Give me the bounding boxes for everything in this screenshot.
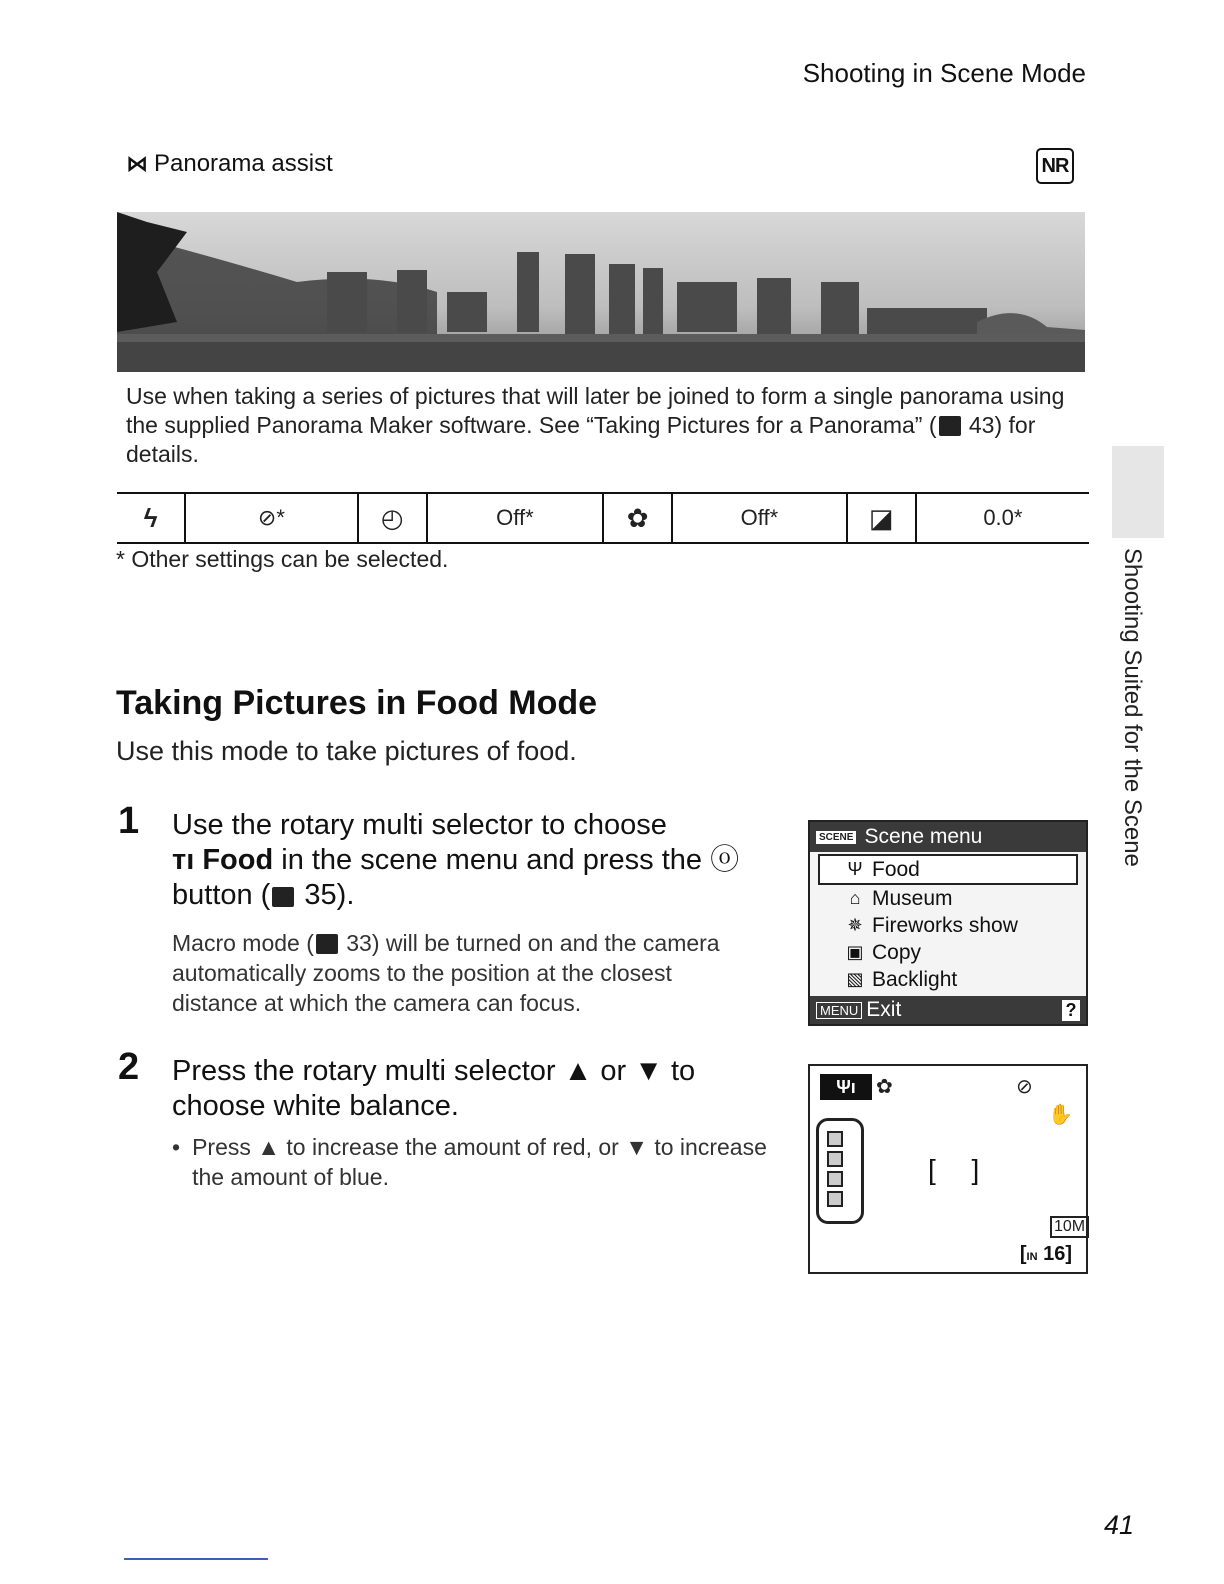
panorama-title: Panorama assist xyxy=(154,150,333,177)
panorama-icon: ⋈ xyxy=(126,151,148,176)
scene-menu-header xyxy=(810,822,1086,852)
help-icon: ? xyxy=(1062,1000,1080,1021)
reference-icon xyxy=(272,887,294,907)
self-timer-value: Off* xyxy=(428,494,604,542)
page-number: 41 xyxy=(1104,1510,1135,1540)
menu-button-tag: MENU xyxy=(816,1002,862,1019)
panorama-heading xyxy=(126,150,333,178)
section-intro: Use this mode to take pictures of food. xyxy=(116,736,577,766)
panorama-photo xyxy=(117,212,1085,372)
step1-text-b: in the scene menu and press the ⓞ button ( xyxy=(172,844,740,911)
copy-icon: ▣ xyxy=(846,942,864,962)
menu-item-fireworks[interactable] xyxy=(810,912,1086,939)
flash-value: ⊘* xyxy=(186,494,358,542)
side-tab-marker xyxy=(1112,446,1164,538)
exit-label: Exit xyxy=(866,998,902,1021)
backlight-icon: ▧ xyxy=(846,969,864,989)
step2-bullet xyxy=(172,1132,782,1192)
step1-note xyxy=(172,928,762,1018)
self-timer-icon: ◴ xyxy=(359,494,428,542)
menu-item-label: Museum xyxy=(872,886,953,910)
settings-table xyxy=(117,492,1089,544)
step1-note-b: 33) will be turned on and the camera automatically zooms to the position at the closest distance at which the camera can focus. xyxy=(172,930,720,1016)
running-header: Shooting in Scene Mode xyxy=(802,58,1086,88)
macro-icon: ✿ xyxy=(876,1076,893,1098)
menu-item-label: Copy xyxy=(872,940,922,964)
scene-tag: SCENE xyxy=(816,831,856,844)
food-icon: тı xyxy=(172,844,195,876)
chapter-side-label: Shooting Suited for the Scene xyxy=(1119,548,1146,867)
food-word: Food xyxy=(202,844,274,876)
exposure-count: 16 xyxy=(1043,1243,1066,1265)
flash-off-icon: ⊘ xyxy=(1016,1076,1033,1098)
menu-item-label: Fireworks show xyxy=(872,913,1018,937)
scene-menu-footer xyxy=(810,996,1086,1024)
footnote: * Other settings can be selected. xyxy=(116,546,449,572)
menu-item-food[interactable] xyxy=(818,854,1078,885)
museum-icon: ⌂ xyxy=(849,888,861,908)
menu-item-label: Food xyxy=(872,857,920,881)
focus-brackets-icon: [ ] xyxy=(928,1154,994,1185)
macro-value: Off* xyxy=(673,494,847,542)
bullet-dot: • xyxy=(172,1134,181,1160)
footer-rule xyxy=(124,1558,268,1560)
section-title: Taking Pictures in Food Mode xyxy=(116,684,598,722)
food-icon: Ψ xyxy=(847,859,863,879)
scene-menu-title: Scene menu xyxy=(864,825,983,848)
step2-bullet-text: Press ▲ to increase the amount of red, or ▼ to increase the amount of blue. xyxy=(192,1134,767,1190)
panorama-description xyxy=(126,382,1086,469)
panorama-description-text: Use when taking a series of pictures that will later be joined to form a single panorama using the supplied Panorama Maker software. See “Taking Pictures for a Panorama” ( xyxy=(126,383,1065,438)
menu-item-museum[interactable] xyxy=(810,885,1086,912)
vibration-reduction-icon: ✋ xyxy=(1048,1104,1073,1126)
shooting-screen xyxy=(808,1064,1088,1274)
panorama-description-text-end: 43) for details. xyxy=(126,412,1036,467)
menu-item-copy[interactable] xyxy=(810,939,1086,966)
step1-note-a: Macro mode ( xyxy=(172,930,314,956)
reference-icon xyxy=(939,416,961,436)
step-number: 2 xyxy=(118,1046,140,1088)
step1-text-c: 35). xyxy=(296,879,355,911)
image-mode-icon: 10M xyxy=(1050,1216,1089,1238)
menu-item-label: Backlight xyxy=(872,967,958,991)
flash-icon: ϟ xyxy=(117,494,186,542)
reference-icon xyxy=(316,934,338,954)
exposure-compensation-value: 0.0* xyxy=(983,505,1023,530)
macro-icon: ✿ xyxy=(604,494,673,542)
step1-instruction xyxy=(172,808,772,913)
menu-item-backlight[interactable] xyxy=(810,966,1086,993)
step1-text-a: Use the rotary multi selector to choose xyxy=(172,809,667,841)
exposure-compensation-icon: ◪ xyxy=(848,494,917,542)
step-number: 1 xyxy=(118,800,140,842)
scene-menu-screen xyxy=(808,820,1088,1026)
step2-instruction: Press the rotary multi selector ▲ or ▼ to choose white balance. xyxy=(172,1055,696,1122)
food-mode-icon: Ψı xyxy=(820,1074,872,1100)
fireworks-icon: ✵ xyxy=(847,915,863,935)
white-balance-slider-icon xyxy=(816,1118,864,1224)
exposure-counter: [IN 16] xyxy=(1019,1243,1072,1265)
noise-reduction-badge: NR xyxy=(1036,148,1074,184)
